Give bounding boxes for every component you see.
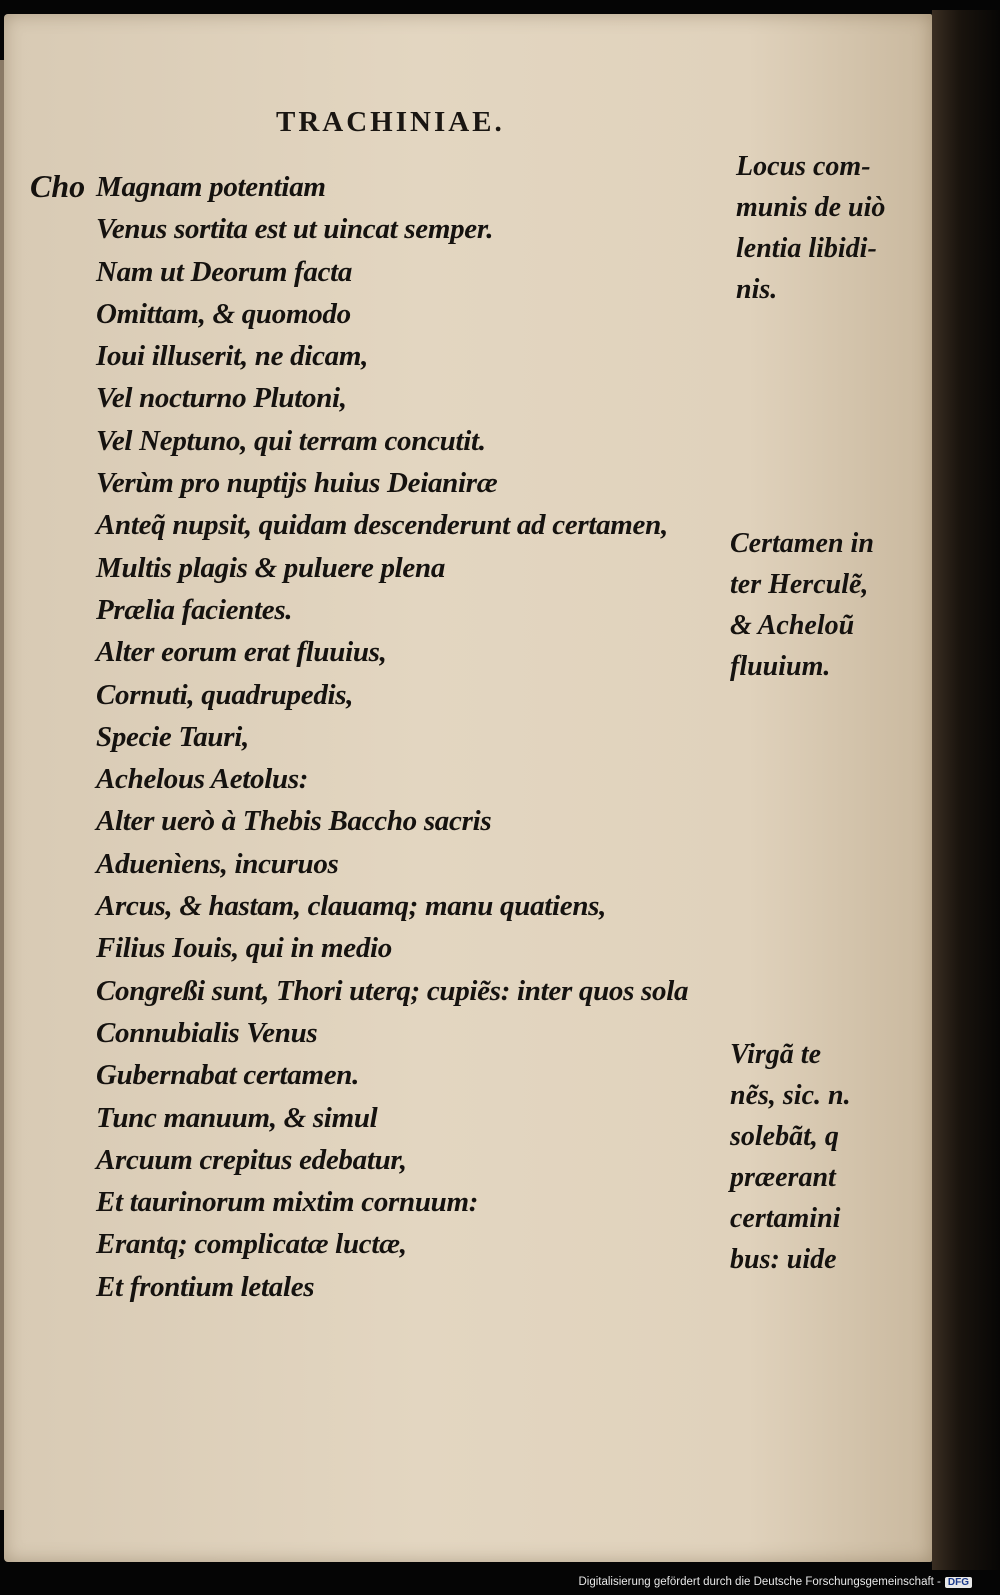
verse-line: Arcus, & hastam, clauamq; manu quatiens, bbox=[96, 890, 607, 923]
book-spine bbox=[932, 10, 1000, 1570]
note-line: nẽs, sic. n. bbox=[730, 1080, 851, 1111]
note-line: Virgã te bbox=[730, 1039, 822, 1070]
verse-line: Aduenìens, incuruos bbox=[96, 847, 339, 880]
page-left-edge bbox=[0, 60, 4, 1510]
verse-line: Congreßi sunt, Thori uterq; cupiẽs: inter quos sola bbox=[96, 974, 689, 1007]
verse-line: Gubernabat certamen. bbox=[96, 1059, 360, 1092]
note-line: nis. bbox=[736, 274, 778, 305]
marginal-note-locus bbox=[736, 146, 885, 310]
credit-text: Digitalisierung gefördert durch die Deutsche Forschungsgemeinschaft - bbox=[578, 1576, 941, 1588]
verse-line: Tunc manuum, & simul bbox=[96, 1101, 378, 1134]
note-line: Certamen in bbox=[730, 528, 874, 559]
digitization-credit bbox=[578, 1576, 972, 1588]
note-line: Locus com- bbox=[736, 151, 871, 182]
verse-text bbox=[96, 166, 688, 1308]
note-line: præerant bbox=[730, 1162, 836, 1193]
verse-line: Venus sortita est ut uincat semper. bbox=[96, 213, 494, 246]
verse-line: Nam ut Deorum facta bbox=[96, 255, 353, 288]
verse-line: Cornuti, quadrupedis, bbox=[96, 678, 354, 711]
verse-line: Filius Iouis, qui in medio bbox=[96, 932, 392, 965]
verse-line: Alter eorum erat fluuius, bbox=[96, 636, 387, 669]
verse-line: Achelous Aetolus: bbox=[96, 763, 309, 796]
verse-line: Arcuum crepitus edebatur, bbox=[96, 1143, 407, 1176]
verse-line: Vel nocturno Plutoni, bbox=[96, 382, 347, 415]
verse-line: Magnam potentiam bbox=[96, 171, 326, 203]
verse-line: Connubialis Venus bbox=[96, 1016, 318, 1049]
note-line: ter Herculẽ, bbox=[730, 569, 869, 600]
note-line: solebãt, q bbox=[730, 1121, 839, 1152]
note-line: munis de uiò bbox=[736, 192, 886, 223]
running-head: TRACHINIAE. bbox=[276, 106, 505, 138]
note-line: bus: uide bbox=[730, 1244, 837, 1275]
verse-line: Vel Neptuno, qui terram concutit. bbox=[96, 424, 486, 457]
verse-line: Prælia facientes. bbox=[96, 593, 293, 626]
verse-line: Et frontium letales bbox=[96, 1270, 315, 1303]
verse-line: Ioui illuserit, ne dicam, bbox=[96, 340, 369, 373]
note-line: lentia libidi- bbox=[736, 233, 877, 264]
note-line: & Acheloũ bbox=[730, 610, 855, 641]
verse-line: Erantq; complicatæ luctæ, bbox=[96, 1228, 407, 1261]
verse-line: Multis plagis & puluere plena bbox=[96, 551, 446, 584]
dfg-logo: DFG bbox=[945, 1577, 972, 1588]
speaker-label: Cho bbox=[30, 168, 86, 204]
verse-line: Verùm pro nuptijs huius Deianiræ bbox=[96, 467, 498, 500]
note-line: certamini bbox=[730, 1203, 841, 1234]
verse-line: Alter uerò à Thebis Baccho sacris bbox=[96, 805, 492, 838]
note-line: fluuium. bbox=[730, 651, 831, 682]
marginal-note-certamen bbox=[730, 523, 874, 687]
verse-line: Anteq̃ nupsit, quidam descenderunt ad certamen, bbox=[96, 509, 668, 542]
verse-line: Omittam, & quomodo bbox=[96, 297, 351, 330]
verse-line: Specie Tauri, bbox=[96, 720, 249, 753]
verse-line: Et taurinorum mixtim cornuum: bbox=[96, 1186, 479, 1219]
marginal-note-virgam bbox=[730, 1034, 851, 1280]
